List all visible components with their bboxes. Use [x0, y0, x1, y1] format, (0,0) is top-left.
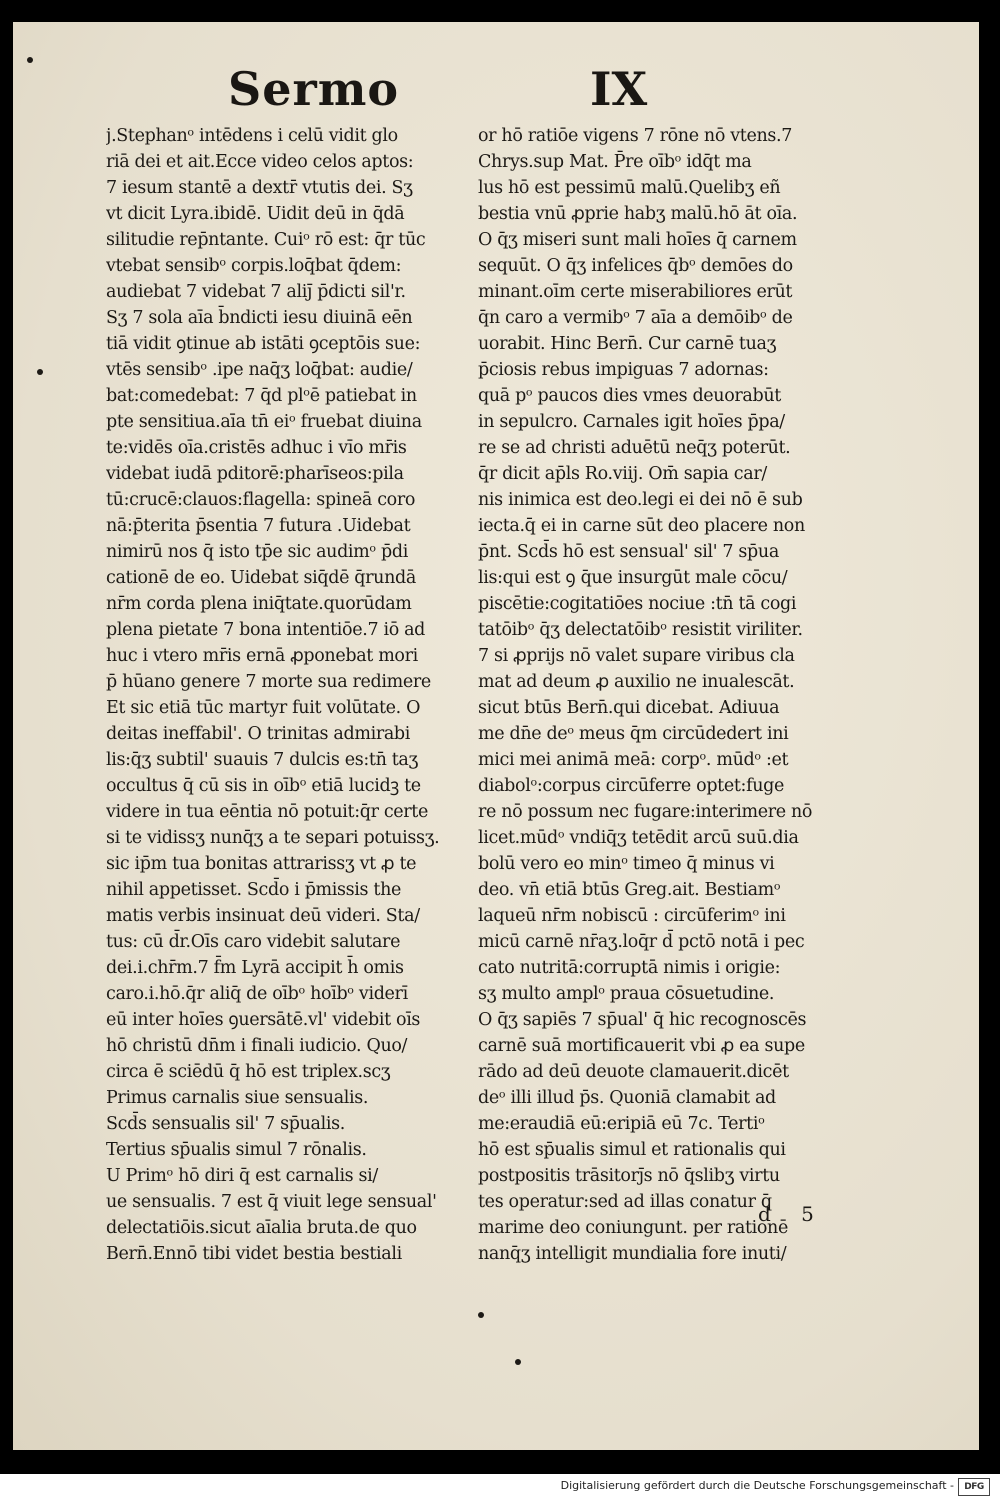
text-line: iecta.q̄ ei in carne sūt deo placere non [478, 516, 805, 536]
text-line: p̄ciosis rebus impiguas 7 adornas: [478, 360, 769, 380]
text-line: si te vidissʒ nunq̄ʒ a te separi potuissʒ. [106, 828, 440, 848]
text-line: O q̄ʒ miseri sunt mali hoīes q̄ carnem [478, 230, 797, 250]
footer-bar [0, 1474, 1000, 1499]
text-line: vt dicit Lyra.ibidē. Uidit deū in q̄dā [106, 204, 405, 224]
text-line: uorabit. Hinc Bern̄. Cur carnē tuaʒ [478, 334, 777, 354]
text-line: nis inimica est deo.legi ei dei nō ē sub [478, 490, 803, 510]
text-line: bestia vnū ꝓprie habʒ malū.hō āt oīa. [478, 204, 798, 224]
text-line: Primus carnalis siue sensualis. [106, 1088, 369, 1108]
text-line: lus hō est pessimū malū.Quelibʒ eñ [478, 178, 781, 198]
text-line: tiā vidit ꝯtinue ab istāti ꝯceptōis sue: [106, 334, 421, 354]
text-line: Bern̄.Ennō tibi videt bestia bestiali [106, 1244, 402, 1264]
text-line: videre in tua eēntia nō potuit:q̄r certe [106, 802, 428, 822]
text-line: huc i vtero mr̄is ernā ꝓponebat mori [106, 646, 418, 666]
text-line: diabolᵒ:corpus circūferre optet:fuge [478, 776, 785, 796]
text-line: q̄r dicit ap̄ls Ro.viij. Om̄ sapia car/ [478, 464, 767, 484]
text-line: me dn̄e deᵒ meus q̄m circūdedert ini [478, 724, 789, 744]
text-line: lis:qui est ꝯ q̄ue insurgūt male cōcu/ [478, 568, 788, 588]
text-line: carnē suā mortificauerit vbi ꝓ ea supe [478, 1036, 805, 1056]
text-line: pte sensitiua.aīa tn̄ eiᵒ fruebat diuina [106, 412, 422, 432]
text-line: ue sensualis. 7 est q̄ viuit lege sensual' [106, 1192, 437, 1212]
text-line: mici mei animā meā: corpᵒ. mūdᵒ :et [478, 750, 789, 770]
text-line: Scd̄s sensualis sil' 7 sp̄ualis. [106, 1114, 345, 1134]
text-line: tū:crucē:clauos:flagella: spineā coro [106, 490, 416, 510]
text-line: laqueū nr̄m nobiscū : circūferimᵒ ini [478, 906, 786, 926]
text-line: vtebat sensibᵒ corpis.loq̄bat q̄dem: [106, 256, 402, 276]
text-line: Sʒ 7 sola aīa b̄ndicti iesu diuinā eēn [106, 308, 413, 328]
text-line: deo. vn̄ etiā btūs Greg.ait. Bestiamᵒ [478, 880, 781, 900]
text-column-right [478, 123, 850, 1267]
ink-spot [37, 369, 43, 375]
ink-spot [515, 1359, 521, 1365]
text-line: hō est sp̄ualis simul et rationalis qui [478, 1140, 786, 1160]
text-line: O q̄ʒ sapiēs 7 sp̄ual' q̄ hic recognoscēs [478, 1010, 807, 1030]
signature-mark: d 5 [758, 1202, 826, 1226]
text-line: circa ē sciēdū q̄ hō est triplex.scʒ [106, 1062, 391, 1082]
text-line: mat ad deum ꝓ auxilio ne inualescāt. [478, 672, 795, 692]
text-line: p̄ hūano genere 7 morte sua redimere [106, 672, 431, 692]
text-line: rādo ad deū deuote clamauerit.dicēt [478, 1062, 789, 1082]
text-line: nimirū nos q̄ isto tp̄e sic audimᵒ p̄di [106, 542, 408, 562]
text-line: dei.i.chr̄m.7 f̄m Lyrā accipit h̄ omis [106, 958, 404, 978]
text-line: sic ip̄m tua bonitas attrarissʒ vt ꝓ te [106, 854, 417, 874]
text-line: U Primᵒ hō diri q̄ est carnalis si/ [106, 1166, 378, 1186]
text-line: licet.mūdᵒ vndiq̄ʒ tetēdit arcū suū.dia [478, 828, 799, 848]
ink-spot [478, 1312, 484, 1318]
text-line: sicut btūs Bern̄.qui dicebat. Adiuua [478, 698, 780, 718]
text-line: sʒ multo amplᵒ praua cōsuetudine. [478, 984, 775, 1004]
text-line: 7 si ꝓprijs nō valet supare viribus cla [478, 646, 795, 666]
text-line: cationē de eo. Uidebat siq̄dē q̄rundā [106, 568, 416, 588]
text-line: postpositis trāsitorȷ̄s nō q̄slibʒ virtu [478, 1166, 780, 1186]
text-line: silitudie rep̄ntante. Cuiᵒ rō est: q̄r tūc [106, 230, 426, 250]
text-line: hō christū dn̄m i finali iudicio. Quo/ [106, 1036, 408, 1056]
text-line: re se ad christi aduētū neq̄ʒ poterūt. [478, 438, 791, 458]
text-line: marime deo coniungunt. per rationē [478, 1218, 788, 1238]
text-line: matis verbis insinuat deū videri. Sta/ [106, 906, 420, 926]
dfg-logo: DFG [958, 1478, 990, 1496]
text-line: Et sic etiā tūc martyr fuit volūtate. O [106, 698, 421, 718]
text-line: occultus q̄ cū sis in oībᵒ etiā lucidꝫ te [106, 776, 421, 796]
text-line: 7 iesum stantē a dextr̄ vtutis dei. Sʒ [106, 178, 413, 198]
text-line: vtēs sensibᵒ .ipe naq̄ʒ loq̄bat: audie/ [106, 360, 413, 380]
text-line: riā dei et ait.Ecce video celos aptos: [106, 152, 414, 172]
text-line: nr̄m corda plena iniq̄tate.quorūdam [106, 594, 412, 614]
text-line: piscētie:cogitatiōes nociue :tn̄ tā cogi [478, 594, 797, 614]
text-line: minant.oīm certe miserabiliores erūt [478, 282, 793, 302]
text-line: videbat iudā pditorē:pharīseos:pila [106, 464, 404, 484]
text-line: audiebat 7 videbat 7 aliȷ̄ p̄dicti sil'r. [106, 282, 406, 302]
running-header-title: Sermo [228, 62, 400, 116]
ink-spot [27, 57, 33, 63]
funding-credit: Digitalisierung gefördert durch die Deutsche Forschungsgemeinschaft - [560, 1479, 954, 1492]
text-line: tes operatur:sed ad illas conatur q̄ [478, 1192, 772, 1212]
text-line: re nō possum nec fugare:interimere nō [478, 802, 813, 822]
text-line: or hō ratiōe vigens 7 rōne nō vtens.7 [478, 126, 793, 146]
text-line: me:eraudiā eū:eripiā eū 7c. Tertiᵒ [478, 1114, 765, 1134]
text-line: deᵒ illi illud p̄s. Quoniā clamabit ad [478, 1088, 776, 1108]
text-line: nā:p̄terita p̄sentia 7 futura .Uidebat [106, 516, 411, 536]
text-line: j.Stephanᵒ intēdens i celū vidit glo [106, 126, 398, 146]
text-line: cato nutritā:corruptā nimis i origie: [478, 958, 781, 978]
text-line: caro.i.hō.q̄r aliq̄ de oībᵒ hoībᵒ viderī [106, 984, 408, 1004]
text-line: deitas ineffabil'. O trinitas admirabi [106, 724, 411, 744]
text-line: sequūt. O q̄ʒ infelices q̄bᵒ demōes do [478, 256, 793, 276]
text-line: tus: cū d̄r.Oīs caro videbit salutare [106, 932, 401, 952]
text-line: quā pᵒ paucos dies vmes deuorabūt [478, 386, 781, 406]
text-line: plena pietate 7 bona intentiōe.7 iō ad [106, 620, 426, 640]
text-line: micū carnē nr̄aʒ.loq̄r d̄ pctō notā i pec [478, 932, 805, 952]
text-line: eū inter hoīes ꝯuersātē.vl' videbit oīs [106, 1010, 421, 1030]
running-header-number: IX [590, 62, 648, 116]
text-line: delectatiōis.sicut aīalia bruta.de quo [106, 1218, 417, 1238]
text-line: Chrys.sup Mat. P̄re oībᵒ idq̄t ma [478, 152, 752, 172]
text-line: nihil appetisset. Scd̄o i p̄missis the [106, 880, 402, 900]
text-line: bolū vero eo minᵒ timeo q̄ minus vi [478, 854, 775, 874]
text-line: nanq̄ʒ intelligit mundialia fore inuti/ [478, 1244, 787, 1264]
text-line: q̄n caro a vermibᵒ 7 aīa a demōibᵒ de [478, 308, 793, 328]
text-column-left [106, 123, 466, 1267]
text-line: p̄nt. Scd̄s hō est sensual' sil' 7 sp̄ua [478, 542, 779, 562]
text-line: bat:comedebat: 7 q̄d plᵒē patiebat in [106, 386, 417, 406]
text-line: lis:q̄ʒ subtil' suauis 7 dulcis es:tn̄ taʒ [106, 750, 419, 770]
text-line: in sepulcro. Carnales igit hoīes p̄pa/ [478, 412, 785, 432]
text-line: tatōibᵒ q̄ʒ delectatōibᵒ resistit viriliter. [478, 620, 803, 640]
text-line: Tertius sp̄ualis simul 7 rōnalis. [106, 1140, 367, 1160]
text-line: te:vidēs oīa.cristēs adhuc i vīo mr̄is [106, 438, 407, 458]
